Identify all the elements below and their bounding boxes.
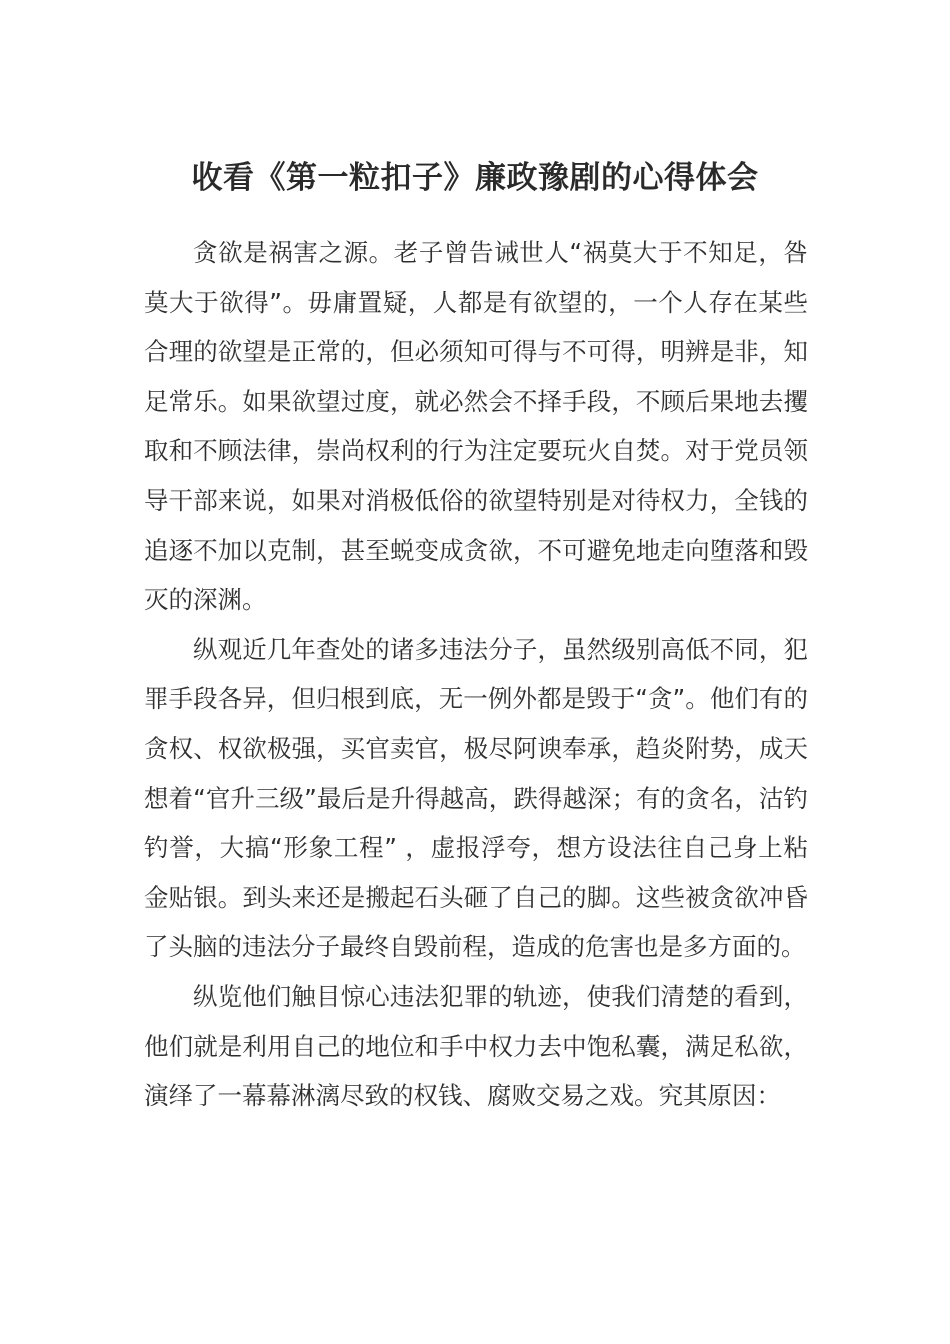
paragraph-3: 纵览他们触目惊心违法犯罪的轨迹，使我们清楚的看到，他们就是利用自己的地位和手中权力去中饱私囊，满足私欲，演绎了一幕幕淋漓尽致的权钱、腐败交易之戏。究其原因： (144, 981, 808, 1111)
paragraph-1: 贪欲是祸害之源。老子曾告诫世人“祸莫大于不知足，咎莫大于欲得”。毋庸置疑，人都是有欲望的，一个人存在某些合理的欲望是正常的，但必须知可得与不可得，明辨是非，知足常乐。如果欲望过度，就必然会不择手段，不顾后果地去攫取和不顾法律，崇尚权利的行为注定要玩火自焚。对于党员领导干部来说，如果对消极低俗的欲望特别是对待权力，全钱的追逐不加以克制，甚至蜕变成贪欲，不可避免地走向堕落和毁灭的深渊。 (144, 238, 808, 615)
document-title: 收看《第一粒扣子》廉政豫剧的心得体会 (191, 160, 759, 196)
paragraph-2: 纵观近几年查处的诸多违法分子，虽然级别高低不同，犯罪手段各异，但归根到底，无一例外都是毁于“贪”。他们有的贪权、权欲极强，买官卖官，极尽阿谀奉承，趋炎附势，成天想着“官升三级”最后是升得越高，跌得越深；有的贪名，沽钓钓誉，大搞“形象工程” ，虚报浮夸，想方设法往自己身上粘金贴银。到头来还是搬起石头砸了自己的脚。这些被贪欲冲昏了头脑的违法分子最终自毁前程，造成的危害也是多方面的。 (144, 634, 808, 962)
document-body (144, 228, 808, 1121)
